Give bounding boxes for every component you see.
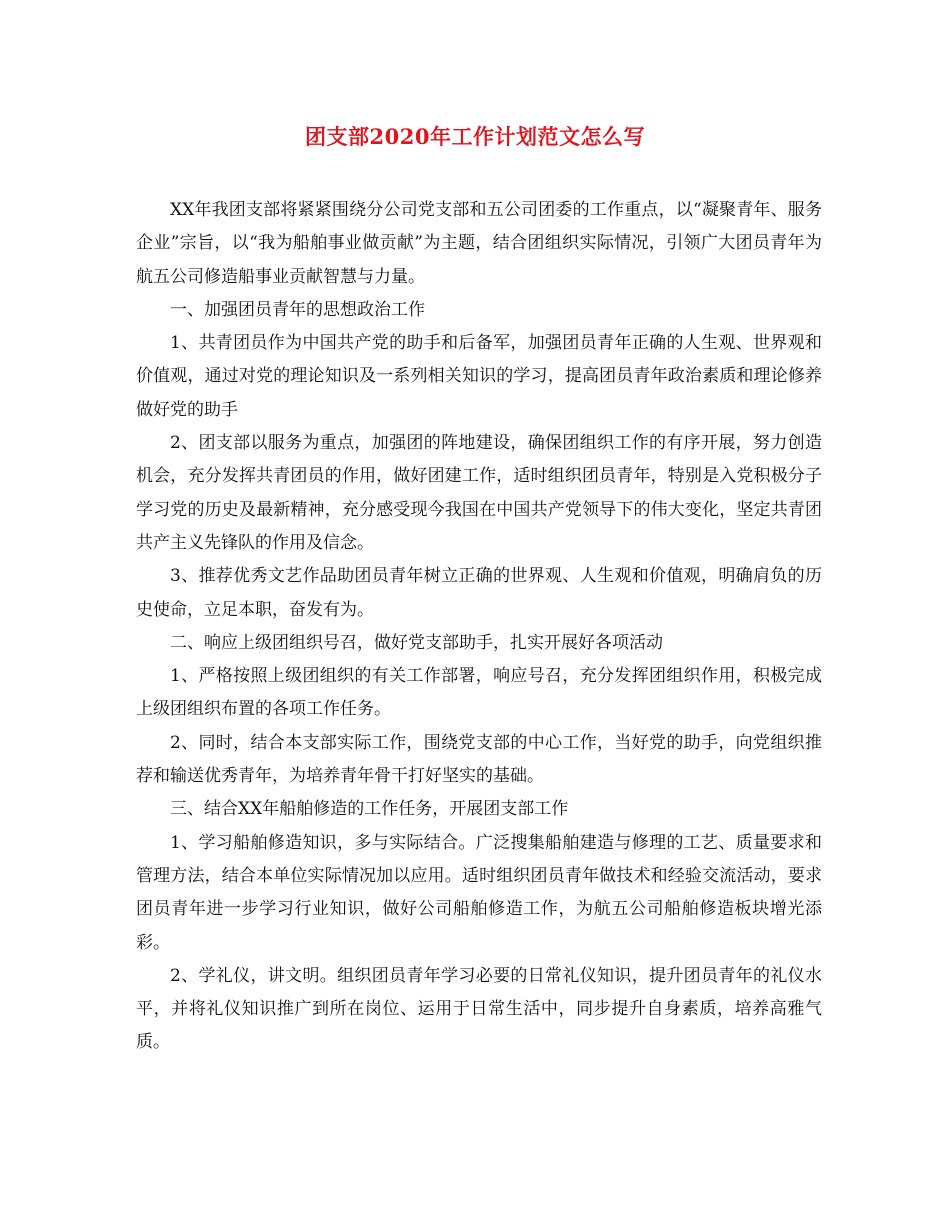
document-title: 团支部2020年工作计划范文怎么写 [305,124,645,149]
section-2-item-1: 1、严格按照上级团组织的有关工作部署，响应号召，充分发挥团组织作用，积极完成上级团组织布置的各项工作任务。 [136,666,822,720]
section-3-item-2: 2、学礼仪，讲文明。组织团员青年学习必要的日常礼仪知识，提升团员青年的礼仪水平，并将礼仪知识推广到所在岗位、运用于日常生活中，同步提升自身素质，培养高雅气质。 [136,965,822,1053]
section-heading-2: 二、响应上级团组织号召，做好党支部助手，扎实开展好各项活动 [170,632,663,653]
section-2-item-2: 2、同时，结合本支部实际工作，围绕党支部的中心工作，当好党的助手，向党组织推荐和输送优秀青年，为培养青年骨干打好坚实的基础。 [136,732,822,787]
section-3-item-1: 1、学习船舶修造知识，多与实际结合。广泛搜集船舶建造与修理的工艺、质量要求和管理方法，结合本单位实际情况加以应用。适时组织团员青年做技术和经验交流活动，要求团员青年进一步学习行业知识，做好公司船舶修造工作，为航五公司船舶修造板块增光添彩。 [136,832,822,953]
section-1-item-3: 3、推荐优秀文艺作品助团员青年树立正确的世界观、人生观和价值观，明确肩负的历史使命，立足本职，奋发有为。 [136,566,822,620]
section-1-item-2: 2、团支部以服务为重点，加强团的阵地建设，确保团组织工作的有序开展，努力创造机会，充分发挥共青团员的作用，做好团建工作，适时组织团员青年，特别是入党积极分子学习党的历史及最新精神，充分感受现今我国在中国共产党领导下的伟大变化，坚定共青团共产主义先锋队的作用及信念。 [136,433,822,553]
section-heading-1: 一、加强团员青年的思想政治工作 [170,299,425,320]
document-body [136,194,822,1060]
section-heading-3: 三、结合XX年船舶修造的工作任务，开展团支部工作 [170,799,569,820]
intro-paragraph: XX年我团支部将紧紧围绕分公司党支部和五公司团委的工作重点，以“凝聚青年、服务企业”宗旨，以“我为船舶事业做贡献”为主题，结合团组织实际情况，引领广大团员青年为航五公司修造船事业贡献智慧与力量。 [136,200,822,287]
section-1-item-1: 1、共青团员作为中国共产党的助手和后备军，加强团员青年正确的人生观、世界观和价值观，通过对党的理论知识及一系列相关知识的学习，提高团员青年政治素质和理论修养做好党的助手 [136,333,822,420]
